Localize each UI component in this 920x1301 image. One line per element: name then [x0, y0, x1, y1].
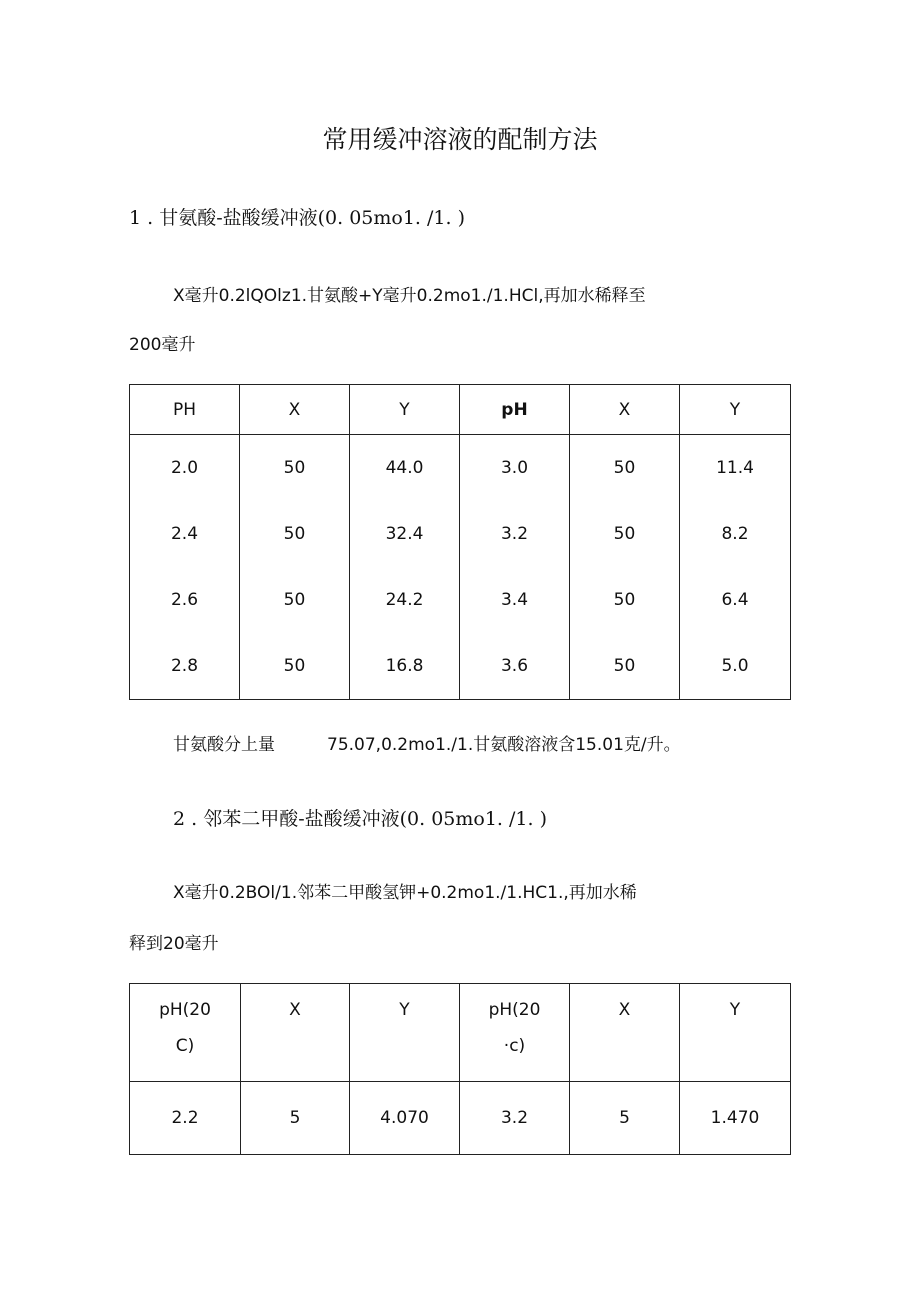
table-cell: 2.4	[170, 524, 199, 544]
table-cell: 2.8	[170, 656, 199, 676]
section2-heading: 2 . 邻苯二甲酸-盐酸缓冲液(0. 05mo1. /1. )	[173, 808, 547, 830]
header-x: X	[240, 385, 350, 435]
header-line2: ·c)	[503, 1036, 526, 1056]
section1-heading: 1 . 甘氨酸-盐酸缓冲液(0. 05mo1. /1. )	[129, 207, 465, 229]
table-cell: 5.0	[721, 656, 749, 676]
header-y	[350, 984, 460, 1082]
table-cell: 50	[613, 590, 636, 610]
table-cell: 44.0	[385, 458, 424, 478]
phthalate-buffer-table	[129, 983, 791, 1155]
table-row	[130, 1082, 791, 1155]
glycine-buffer-table	[129, 384, 791, 700]
column-x	[240, 435, 350, 700]
page-title: 常用缓冲溶液的配制方法	[322, 125, 598, 154]
column-ph-2	[460, 435, 570, 700]
section2-instruction-line2: 释到20毫升	[129, 934, 219, 954]
header-line1: Y	[729, 1000, 741, 1020]
table-cell: 11.4	[716, 458, 754, 478]
header-ph-20c-2	[460, 984, 570, 1082]
table-cell: 1.470	[680, 1082, 791, 1155]
section1-instruction-line1: X毫升0.2lQOlz1.甘氨酸+Y毫升0.2mo1./1.HCl,再加水稀释至	[173, 286, 646, 306]
header-ph-20c	[130, 984, 241, 1082]
header-x-2	[570, 984, 680, 1082]
table-cell: 50	[283, 590, 306, 610]
table-cell: 50	[613, 524, 636, 544]
table-cell: 6.4	[721, 590, 749, 610]
header-line1: pH(20	[159, 1000, 211, 1020]
header-line2: C)	[175, 1036, 195, 1056]
table-cell: 8.2	[721, 524, 749, 544]
header-y-2	[680, 984, 791, 1082]
section2-instruction-line1: X毫升0.2BOl/1.邻苯二甲酸氢钾+0.2mo1./1.HC1.,再加水稀	[173, 883, 637, 903]
table-cell: 50	[283, 524, 306, 544]
header-line1: Y	[399, 1000, 410, 1020]
header-line1: X	[289, 1000, 301, 1020]
column-x-2	[570, 435, 680, 700]
table-cell: 2.0	[170, 458, 199, 478]
table-cell: 16.8	[385, 656, 424, 676]
table-cell: 50	[613, 656, 636, 676]
column-ph	[130, 435, 240, 700]
section1-instruction-line2: 200毫升	[129, 335, 196, 355]
table-cell: 3.2	[500, 524, 529, 544]
header-y-2: Y	[680, 385, 791, 435]
header-y: Y	[350, 385, 460, 435]
molecular-weight-note: 75.07,0.2mo1./1.甘氨酸溶液含15.01克/升。	[327, 735, 681, 755]
table-cell: 24.2	[385, 590, 424, 610]
table-cell: 2.2	[130, 1082, 241, 1155]
table-cell: 32.4	[385, 524, 424, 544]
header-x	[241, 984, 350, 1082]
molecular-weight-label: 甘氨酸分上量	[173, 735, 275, 755]
table-cell: 50	[283, 458, 306, 478]
table-header-row	[130, 984, 791, 1082]
table-body-row	[130, 435, 791, 700]
header-line1: X	[618, 1000, 631, 1020]
table-cell: 3.4	[500, 590, 529, 610]
table-cell: 5	[241, 1082, 350, 1155]
header-line1: pH(20	[488, 1000, 541, 1020]
table-cell: 50	[283, 656, 306, 676]
table-cell: 5	[570, 1082, 680, 1155]
table-header-row	[130, 385, 791, 435]
table-cell: 50	[613, 458, 636, 478]
table-cell: 2.6	[170, 590, 199, 610]
column-y	[350, 435, 460, 700]
header-ph: PH	[130, 385, 240, 435]
header-ph-2: pH	[460, 385, 570, 435]
table-cell: 4.070	[350, 1082, 460, 1155]
table-cell: 3.0	[500, 458, 529, 478]
table-cell: 3.2	[460, 1082, 570, 1155]
column-y-2	[680, 435, 791, 700]
table-cell: 3.6	[500, 656, 529, 676]
header-x-2: X	[570, 385, 680, 435]
